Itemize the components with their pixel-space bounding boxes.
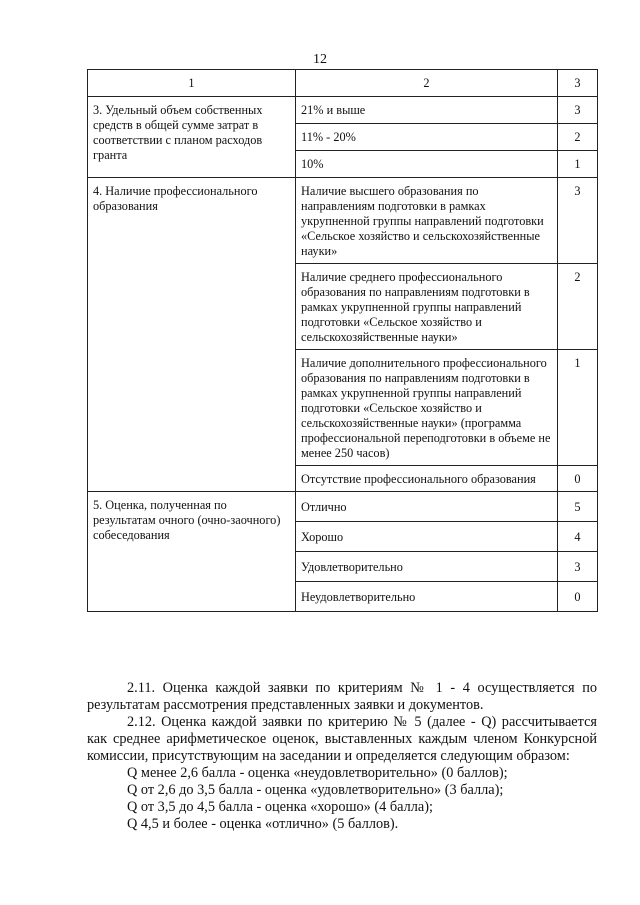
option-cell: Отсутствие профессионального образования [296,466,558,492]
table-row [88,492,598,522]
option-cell: 21% и выше [296,97,558,124]
option-cell: Отлично [296,492,558,522]
score-cell: 0 [558,466,598,492]
rule-line: Q от 3,5 до 4,5 балла - оценка «хорошо» (4 балла); [127,799,433,815]
score-cell: 3 [558,552,598,582]
option-cell: Наличие высшего образования по направлениям подготовки в рамках укрупненной группы направлений подготовки «Сельское хозяйство и сельскохозяйственные науки» [296,178,558,264]
column-header: 1 [88,70,296,97]
option-cell: Наличие среднего профессионального образования по направлениям подготовки в рамках укрупненной группы направлений подготовки «Сельское хозяйство и сельскохозяйственные науки» [296,264,558,350]
criterion-cell: 4. Наличие профессионального образования [88,178,296,492]
column-header: 2 [296,70,558,97]
option-cell: Удовлетворительно [296,552,558,582]
score-cell: 2 [558,264,598,350]
score-cell: 1 [558,151,598,178]
criterion-cell: 3. Удельный объем собственных средств в общей сумме затрат в соответствии с планом расходов гранта [88,97,296,178]
criterion-cell: 5. Оценка, полученная по результатам очного (очно-заочного) собеседования [88,492,296,612]
document-body [87,680,597,833]
column-header: 3 [558,70,598,97]
criteria-table [87,69,598,612]
table-row [88,97,598,124]
rule-line: Q менее 2,6 балла - оценка «неудовлетворительно» (0 баллов); [127,765,508,781]
rule-line: Q от 2,6 до 3,5 балла - оценка «удовлетворительно» (3 балла); [127,782,504,798]
rule-line: Q 4,5 и более - оценка «отлично» (5 баллов). [127,816,399,832]
score-cell: 2 [558,124,598,151]
paragraph-2-12: 2.12. Оценка каждой заявки по критерию № 5 (далее - Q) рассчитывается как среднее арифметическое оценок, выставленных каждым членом Конкурсной комиссии, присутствующим на заседании и определяется следующим образом: [87,714,597,764]
score-cell: 3 [558,178,598,264]
table-row [88,178,598,264]
option-cell: Наличие дополнительного профессионального образования по направлениям подготовки в рамках укрупненной группы направлений подготовки «Сельское хозяйство и сельскохозяйственные науки» (программа профессиональной переподготовки в объеме не менее 250 часов) [296,350,558,466]
score-cell: 0 [558,582,598,612]
score-cell: 1 [558,350,598,466]
paragraph-2-11: 2.11. Оценка каждой заявки по критериям № 1 - 4 осуществляется по результатам рассмотрения представленных заявки и документов. [87,680,597,713]
score-cell: 5 [558,492,598,522]
score-cell: 3 [558,97,598,124]
option-cell: 11% - 20% [296,124,558,151]
option-cell: Хорошо [296,522,558,552]
table-header-row [88,70,598,97]
score-cell: 4 [558,522,598,552]
option-cell: 10% [296,151,558,178]
page-number: 12 [313,52,327,67]
option-cell: Неудовлетворительно [296,582,558,612]
